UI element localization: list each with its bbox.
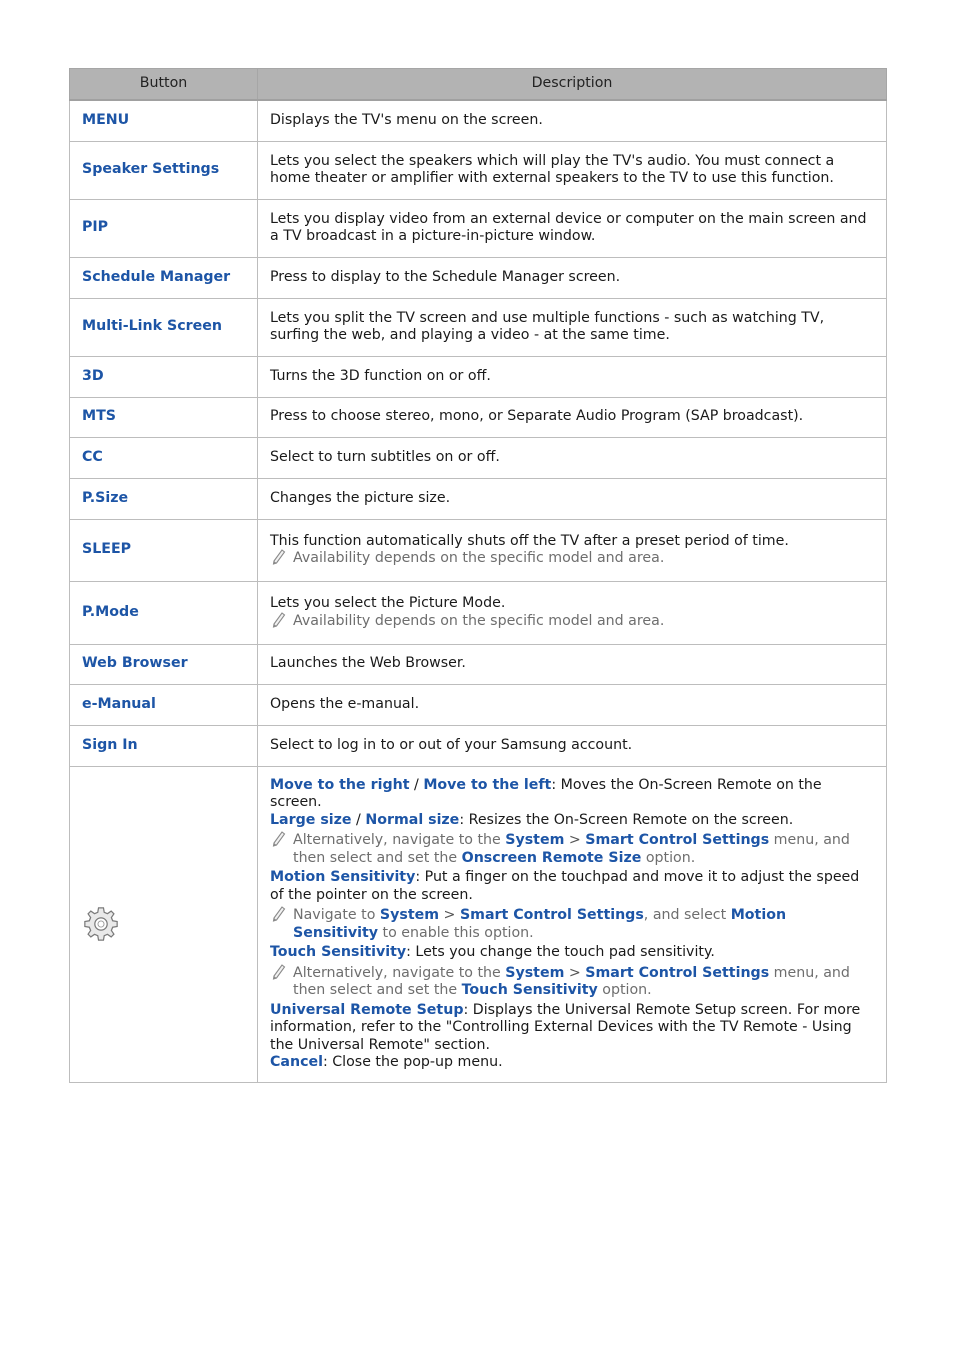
button-name: SLEEP — [70, 519, 258, 581]
normal-size-label: Normal size — [365, 811, 460, 828]
button-name: CC — [70, 437, 258, 478]
separator: / — [409, 776, 424, 793]
move-left-label: Move to the left — [423, 776, 552, 793]
pencil-icon — [271, 830, 286, 847]
button-name: MENU — [70, 100, 258, 141]
table-row — [70, 437, 887, 478]
table-row-settings — [70, 766, 887, 1082]
remote-buttons-table — [69, 68, 887, 1083]
table-row — [70, 397, 887, 437]
button-description: Select to log in to or out of your Samsung account. — [258, 725, 887, 766]
table-row — [70, 356, 887, 397]
button-name: P.Mode — [70, 581, 258, 644]
button-description: Opens the e-manual. — [258, 684, 887, 725]
remote-size-note — [270, 832, 874, 867]
button-description: Lets you select the speakers which will play the TV's audio. You must connect a home theater or amplifier with external speakers to the TV to use this function. — [258, 141, 887, 199]
button-name: PIP — [70, 199, 258, 257]
settings-button-cell — [70, 766, 258, 1082]
note-text: Alternatively, navigate to the — [293, 964, 506, 981]
button-description — [258, 519, 887, 581]
note-text: menu, and then select and set the — [293, 964, 850, 998]
button-name: Multi-Link Screen — [70, 298, 258, 356]
settings-description — [258, 766, 887, 1082]
note-text: menu, and then select and set the — [293, 832, 850, 866]
button-name: e-Manual — [70, 684, 258, 725]
pencil-icon — [271, 963, 286, 980]
touch-line — [270, 944, 874, 962]
universal-remote-line — [270, 1002, 874, 1055]
touch-note — [270, 965, 874, 1000]
button-description: Changes the picture size. — [258, 478, 887, 519]
pencil-icon — [271, 548, 286, 565]
note-text: Availability depends on the specific model and area. — [293, 550, 665, 566]
availability-note — [270, 550, 874, 568]
button-description: Lets you split the TV screen and use multiple functions - such as watching TV, surfing the web, and playing a video - at the same time. — [258, 298, 887, 356]
button-name: MTS — [70, 397, 258, 437]
button-description: Select to turn subtitles on or off. — [258, 437, 887, 478]
system-label: System — [379, 907, 440, 923]
size-description: : Resizes the On-Screen Remote on the screen. — [459, 811, 794, 828]
header-description: Description — [258, 69, 887, 101]
button-name: P.Size — [70, 478, 258, 519]
universal-description: : Displays the Universal Remote Setup screen. For more information, refer to the "Controlling External Devices with the TV Remote - Using the Universal Remote" section. — [270, 1001, 861, 1053]
touch-sensitivity-label: Touch Sensitivity — [461, 982, 598, 998]
smart-control-settings-label: Smart Control Settings — [585, 964, 770, 981]
table-row — [70, 100, 887, 141]
table-row — [70, 478, 887, 519]
separator: / — [351, 811, 366, 828]
pencil-icon — [271, 905, 286, 922]
move-line — [270, 777, 874, 812]
chevron-right-icon: > — [439, 907, 460, 923]
table-row — [70, 684, 887, 725]
motion-sensitivity-label: Motion Sensitivity — [293, 907, 787, 941]
table-row — [70, 298, 887, 356]
move-right-label: Move to the right — [270, 776, 410, 793]
onscreen-remote-size-label: Onscreen Remote Size — [461, 849, 642, 866]
note-text: option. — [597, 982, 652, 998]
note-text: Alternatively, navigate to the — [293, 832, 506, 848]
button-description: Displays the TV's menu on the screen. — [258, 100, 887, 141]
cancel-label: Cancel — [270, 1054, 323, 1070]
smart-control-settings-label: Smart Control Settings — [459, 907, 644, 923]
motion-description: : Put a finger on the touchpad and move it to adjust the speed of the pointer on the screen. — [270, 869, 860, 903]
table-row — [70, 199, 887, 257]
move-description: : Moves the On-Screen Remote on the screen. — [270, 776, 822, 810]
universal-remote-setup-label: Universal Remote Setup — [270, 1001, 464, 1018]
description-text: This function automatically shuts off the TV after a preset period of time. — [270, 532, 789, 549]
button-name: Schedule Manager — [70, 257, 258, 298]
button-name: Sign In — [70, 725, 258, 766]
cancel-description: : Close the pop-up menu. — [322, 1054, 503, 1070]
button-name: Speaker Settings — [70, 141, 258, 199]
button-name: Web Browser — [70, 644, 258, 684]
touch-sensitivity-label: Touch Sensitivity — [270, 944, 407, 960]
note-text: to enable this option. — [378, 924, 534, 941]
note-text: option. — [641, 849, 696, 866]
motion-note — [270, 907, 874, 942]
button-description: Press to choose stereo, mono, or Separate Audio Program (SAP broadcast). — [258, 397, 887, 437]
description-text: Lets you select the Picture Mode. — [270, 595, 506, 611]
touch-description: : Lets you change the touch pad sensitivity. — [406, 944, 715, 960]
button-description: Lets you display video from an external device or computer on the main screen and a TV broadcast in a picture-in-picture window. — [258, 199, 887, 257]
button-description — [258, 581, 887, 644]
chevron-right-icon: > — [564, 964, 586, 981]
availability-note — [270, 613, 874, 631]
button-description: Launches the Web Browser. — [258, 644, 887, 684]
note-text: , and select — [643, 907, 731, 923]
note-text: Navigate to — [293, 907, 380, 923]
table-header-row — [70, 69, 887, 101]
size-line — [270, 812, 874, 830]
motion-sensitivity-label: Motion Sensitivity — [270, 869, 416, 885]
smart-control-settings-label: Smart Control Settings — [585, 832, 770, 848]
large-size-label: Large size — [270, 811, 352, 828]
table-row — [70, 581, 887, 644]
system-label: System — [505, 832, 565, 848]
chevron-right-icon: > — [564, 832, 586, 848]
table-row — [70, 519, 887, 581]
table-row — [70, 644, 887, 684]
table-row — [70, 725, 887, 766]
note-text: Availability depends on the specific model and area. — [293, 612, 665, 629]
button-name: 3D — [70, 356, 258, 397]
button-description: Turns the 3D function on or off. — [258, 356, 887, 397]
system-label: System — [505, 964, 565, 981]
gear-icon — [82, 905, 120, 943]
button-description: Press to display to the Schedule Manager screen. — [258, 257, 887, 298]
table-row — [70, 257, 887, 298]
table-row — [70, 141, 887, 199]
cancel-line — [270, 1054, 874, 1072]
header-button: Button — [70, 69, 258, 101]
motion-line — [270, 869, 874, 904]
pencil-icon — [271, 611, 286, 628]
